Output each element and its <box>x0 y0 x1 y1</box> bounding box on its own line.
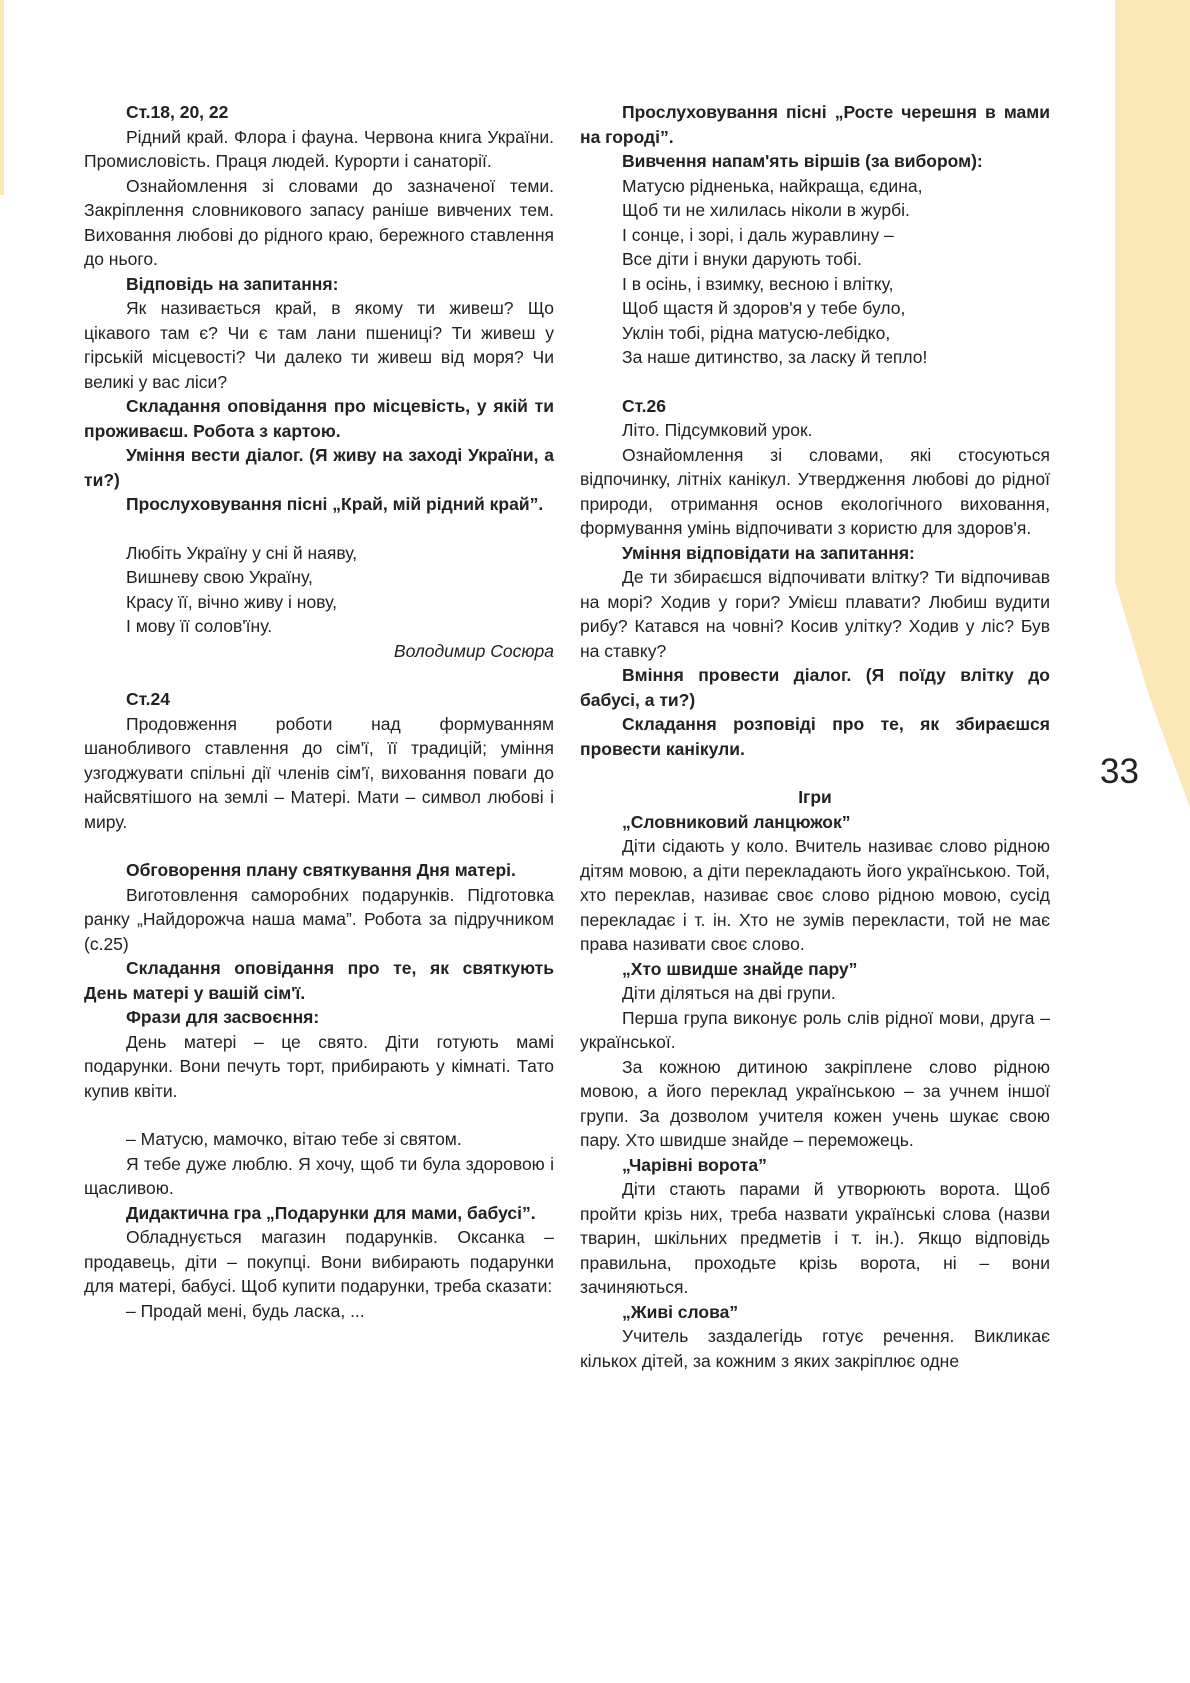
games-heading: Ігри <box>798 787 832 807</box>
game-title: „Живі слова” <box>622 1301 739 1322</box>
paragraph: За кожною дитиною закріплене слово рідною мовою, а його переклад українською – за учнем іншої групи. За дозволом учителя кожен учень шукає свою пару. Хто швидше знайде – переможець. <box>580 1056 1050 1150</box>
subheading: Складання оповідання про те, як святкують День матері у вашій сім'ї. <box>84 958 554 1003</box>
left-column <box>84 100 554 1323</box>
paragraph: Як називається край, в якому ти живеш? Що цікавого там є? Чи є там лани пшениці? Ти живеш у гірській місцевості? Чи далеко ти живеш від моря? Чи великі у вас ліси? <box>84 298 554 392</box>
paragraph: Літо. Підсумковий урок. <box>622 420 813 440</box>
poem-line: Любіть Україну у сні й наяву, <box>126 542 358 563</box>
poem-line: Уклін тобі, рідна матусю-лебідко, <box>622 322 891 343</box>
subheading: Вміння провести діалог. (Я поїду влітку до бабусі, а ти?) <box>580 665 1050 710</box>
poem-line: За наше дитинство, за ласку й тепло! <box>622 347 928 367</box>
subheading: Прослуховування пісні „Край, мій рідний край”. <box>126 494 544 514</box>
paragraph: Де ти збираєшся відпочивати влітку? Ти відпочивав на морі? Ходив у гори? Умієш плавати? Любиш вудити рибу? Катався на човні? Косив улітку? Ходив у ліс? Був на ставку? <box>580 567 1050 661</box>
paragraph: Продовження роботи над формуванням шанобливого ставлення до сім'ї, її традицій; уміння узгоджувати спільні дії членів сім'ї, виховання поваги до найсвятішого на землі – Матері. Мати – символ любові і миру. <box>84 713 554 832</box>
paragraph: – Продай мені, будь ласка, ... <box>126 1300 365 1321</box>
paragraph: Ознайомлення зі словами, які стосуються відпочинку, літніх канікул. Утвердження любові до рідної природи, отримання основ екологічного виховання, формування умінь відпочивати з користю для здоров'я. <box>580 444 1050 538</box>
page-number: 33 <box>1100 752 1139 791</box>
poem-line: Матусю рідненька, найкраща, єдина, <box>622 175 923 196</box>
paragraph: Діти стають парами й утворюють ворота. Щоб пройти крізь них, треба назвати українські слова (назви тварин, шкільних предметів і т. ін.). Якщо відповідь правильна, проходьте крізь ворота, ні – вони зачиняються. <box>580 1179 1050 1297</box>
left-decor-strip <box>0 0 4 195</box>
poem <box>84 541 554 639</box>
paragraph: Діти діляться на дві групи. <box>622 983 836 1003</box>
paragraph: День матері – це свято. Діти готують мамі подарунки. Вони печуть торт, прибирають у кімнаті. Тато купив квіти. <box>84 1031 554 1101</box>
subheading: Обговорення плану святкування Дня матері. <box>126 860 516 880</box>
paragraph: Я тебе дуже люблю. Я хочу, щоб ти була здоровою і щасливою. <box>84 1153 554 1198</box>
subheading: Складання оповідання про місцевість, у якій ти проживаєш. Робота з картою. <box>84 396 554 441</box>
poem <box>580 174 1050 370</box>
right-column <box>580 100 1050 1373</box>
subheading: Дидактична гра „Подарунки для мами, бабусі”. <box>126 1202 536 1223</box>
paragraph: Ознайомлення зі словами до зазначеної теми. Закріплення словникового запасу раніше вивчених тем. Виховання любові до рідного краю, бережного ставлення до нього. <box>84 175 554 269</box>
poem-line: І сонце, і зорі, і даль журавлину – <box>622 224 894 245</box>
paragraph: Рідний край. Флора і фауна. Червона книга України. Промисловість. Праця людей. Курорти і санаторії. <box>84 126 554 171</box>
subheading: Уміння вести діалог. (Я живу на заході України, а ти?) <box>84 445 554 490</box>
paragraph: – Матусю, мамочко, вітаю тебе зі святом. <box>126 1129 462 1149</box>
poem-line: Вишневу свою Україну, <box>126 567 313 587</box>
subheading: Вивчення напам'ять віршів (за вибором): <box>622 151 983 171</box>
paragraph: Виготовлення саморобних подарунків. Підготовка ранку „Найдорожча наша мама”. Робота за підручником (с.25) <box>84 884 554 954</box>
subheading: Складання розповіді про те, як збираєшся провести канікули. <box>580 714 1050 759</box>
poem-line: Щоб щастя й здоров'я у тебе було, <box>622 298 906 318</box>
paragraph: Діти сідають у коло. Вчитель називає слово рідною дітям мовою, а діти перекладають його українською. Той, хто переклав, називає своє слово рідною мовою, сусід перекладає і т. ін. Хто не зумів перекласти, той не має права називати своє слово. <box>580 836 1050 954</box>
subheading: Прослуховування пісні „Росте черешня в мами на городі”. <box>580 102 1050 147</box>
page-tab <box>1115 0 1190 808</box>
poem-line: Все діти і внуки дарують тобі. <box>622 249 862 269</box>
paragraph: Перша група виконує роль слів рідної мови, друга – української. <box>580 1007 1050 1052</box>
poem-line: І мову її солов'їну. <box>126 616 273 636</box>
paragraph: Обладнується магазин подарунків. Оксанка – продавець, діти – покупці. Вони вибирають подарунки для матері, бабусі. Щоб купити подарунки, треба сказати: <box>84 1227 554 1296</box>
subheading: Відповідь на запитання: <box>126 273 339 294</box>
game-title: „Чарівні ворота” <box>622 1154 767 1175</box>
section-heading: Ст.18, 20, 22 <box>126 102 229 122</box>
game-title: „Словниковий ланцюжок” <box>622 811 851 832</box>
poem-line: Красу її, вічно живу і нову, <box>126 591 337 612</box>
game-title: „Хто швидше знайде пару” <box>622 958 858 979</box>
section-heading: Ст.26 <box>622 395 666 416</box>
poem-author: Володимир Сосюра <box>393 640 554 661</box>
paragraph: Учитель заздалегідь готує речення. Викликає кількох дітей, за кожним з яких закріплює одне <box>580 1326 1050 1371</box>
poem-line: Щоб ти не хилилась ніколи в журбі. <box>622 200 910 220</box>
subheading: Уміння відповідати на запитання: <box>622 542 915 563</box>
poem-line: І в осінь, і взимку, весною і влітку, <box>622 273 894 294</box>
section-heading: Ст.24 <box>126 689 170 709</box>
subheading: Фрази для засвоєння: <box>126 1007 320 1027</box>
